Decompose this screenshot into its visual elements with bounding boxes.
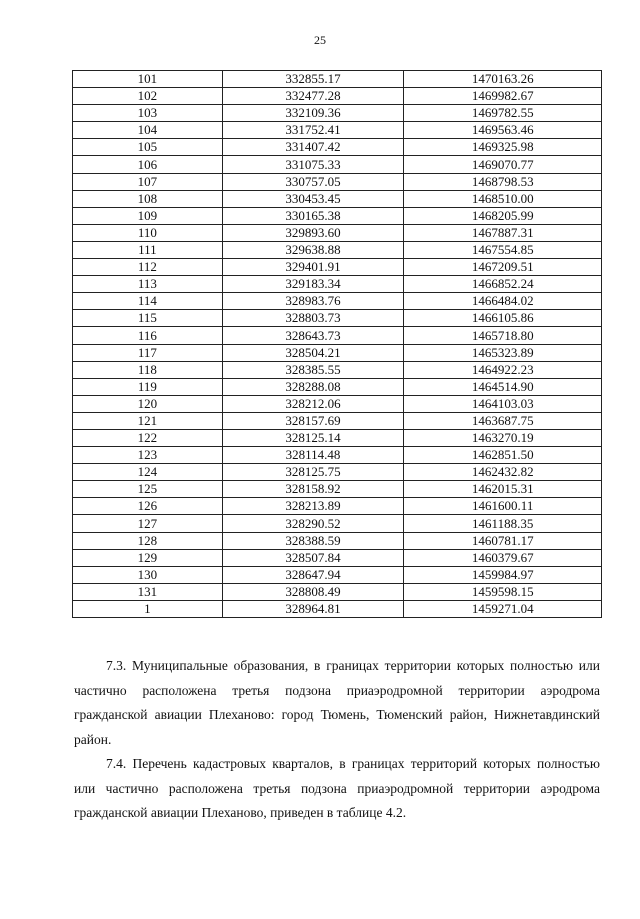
x-coordinate-cell: 328808.49 [222,583,404,600]
y-coordinate-cell: 1464922.23 [404,361,602,378]
table-row [73,412,602,429]
x-coordinate-cell: 328125.14 [222,429,404,446]
y-coordinate-cell: 1461600.11 [404,498,602,515]
y-coordinate-cell: 1469982.67 [404,88,602,105]
point-number-cell: 110 [73,224,223,241]
point-number-cell: 124 [73,464,223,481]
x-coordinate-cell: 332109.36 [222,105,404,122]
x-coordinate-cell: 330453.45 [222,190,404,207]
table-row [73,190,602,207]
table-row [73,327,602,344]
y-coordinate-cell: 1459984.97 [404,566,602,583]
point-number-cell: 105 [73,139,223,156]
point-number-cell: 113 [73,276,223,293]
x-coordinate-cell: 332477.28 [222,88,404,105]
point-number-cell: 111 [73,241,223,258]
point-number-cell: 127 [73,515,223,532]
point-number-cell: 102 [73,88,223,105]
x-coordinate-cell: 329893.60 [222,224,404,241]
point-number-cell: 128 [73,532,223,549]
table-row [73,207,602,224]
table-row [73,395,602,412]
y-coordinate-cell: 1463687.75 [404,412,602,429]
x-coordinate-cell: 328288.08 [222,378,404,395]
x-coordinate-cell: 328643.73 [222,327,404,344]
y-coordinate-cell: 1461188.35 [404,515,602,532]
point-number-cell: 1 [73,600,223,617]
table-row [73,498,602,515]
page-number: 25 [314,33,326,47]
y-coordinate-cell: 1467887.31 [404,224,602,241]
x-coordinate-cell: 329401.91 [222,259,404,276]
y-coordinate-cell: 1469782.55 [404,105,602,122]
x-coordinate-cell: 331075.33 [222,156,404,173]
y-coordinate-cell: 1467554.85 [404,241,602,258]
table-row [73,293,602,310]
table-row [73,139,602,156]
x-coordinate-cell: 328983.76 [222,293,404,310]
table-row [73,464,602,481]
y-coordinate-cell: 1462015.31 [404,481,602,498]
y-coordinate-cell: 1460781.17 [404,532,602,549]
x-coordinate-cell: 328212.06 [222,395,404,412]
point-number-cell: 120 [73,395,223,412]
x-coordinate-cell: 330757.05 [222,173,404,190]
table-row [73,344,602,361]
table-row [73,361,602,378]
point-number-cell: 104 [73,122,223,139]
point-number-cell: 130 [73,566,223,583]
x-coordinate-cell: 328157.69 [222,412,404,429]
y-coordinate-cell: 1464514.90 [404,378,602,395]
y-coordinate-cell: 1469325.98 [404,139,602,156]
point-number-cell: 119 [73,378,223,395]
y-coordinate-cell: 1460379.67 [404,549,602,566]
x-coordinate-cell: 328803.73 [222,310,404,327]
table-row [73,583,602,600]
point-number-cell: 125 [73,481,223,498]
body-text [74,654,600,826]
point-number-cell: 106 [73,156,223,173]
table-row [73,481,602,498]
point-number-cell: 109 [73,207,223,224]
x-coordinate-cell: 329638.88 [222,241,404,258]
point-number-cell: 101 [73,71,223,88]
x-coordinate-cell: 328290.52 [222,515,404,532]
x-coordinate-cell: 328125.75 [222,464,404,481]
table-row [73,224,602,241]
table-row [73,310,602,327]
table-row [73,156,602,173]
x-coordinate-cell: 332855.17 [222,71,404,88]
table-row [73,447,602,464]
table-row [73,122,602,139]
y-coordinate-cell: 1465323.89 [404,344,602,361]
point-number-cell: 112 [73,259,223,276]
table-row [73,549,602,566]
y-coordinate-cell: 1466484.02 [404,293,602,310]
paragraph-7-3: 7.3. Муниципальные образования, в границах территории которых полностью или частично расположена третья подзона приаэродромной территории аэродрома гражданской авиации Плеханово: город Тюмень, Тюменский район, Нижнетавдинский район. [74,658,600,747]
y-coordinate-cell: 1462432.82 [404,464,602,481]
y-coordinate-cell: 1465718.80 [404,327,602,344]
y-coordinate-cell: 1468798.53 [404,173,602,190]
y-coordinate-cell: 1463270.19 [404,429,602,446]
table-row [73,105,602,122]
x-coordinate-cell: 328114.48 [222,447,404,464]
x-coordinate-cell: 328504.21 [222,344,404,361]
point-number-cell: 126 [73,498,223,515]
table-row [73,259,602,276]
x-coordinate-cell: 330165.38 [222,207,404,224]
point-number-cell: 115 [73,310,223,327]
table-row [73,241,602,258]
point-number-cell: 122 [73,429,223,446]
y-coordinate-cell: 1466105.86 [404,310,602,327]
y-coordinate-cell: 1459271.04 [404,600,602,617]
point-number-cell: 116 [73,327,223,344]
paragraph-7-4: 7.4. Перечень кадастровых кварталов, в границах территорий которых полностью или частично расположена третья подзона приаэродромной территории аэродрома гражданской авиации Плеханово, приведен в таблице 4.2. [74,756,600,820]
point-number-cell: 118 [73,361,223,378]
table-row [73,515,602,532]
table-row [73,429,602,446]
x-coordinate-cell: 329183.34 [222,276,404,293]
point-number-cell: 123 [73,447,223,464]
y-coordinate-cell: 1469070.77 [404,156,602,173]
point-number-cell: 117 [73,344,223,361]
x-coordinate-cell: 328388.59 [222,532,404,549]
point-number-cell: 103 [73,105,223,122]
coordinates-table-body [73,71,602,618]
coordinates-table [72,70,602,618]
point-number-cell: 114 [73,293,223,310]
x-coordinate-cell: 328507.84 [222,549,404,566]
point-number-cell: 107 [73,173,223,190]
x-coordinate-cell: 328964.81 [222,600,404,617]
y-coordinate-cell: 1470163.26 [404,71,602,88]
table-row [73,378,602,395]
table-row [73,71,602,88]
x-coordinate-cell: 328213.89 [222,498,404,515]
x-coordinate-cell: 331752.41 [222,122,404,139]
point-number-cell: 131 [73,583,223,600]
point-number-cell: 121 [73,412,223,429]
table-row [73,88,602,105]
x-coordinate-cell: 328158.92 [222,481,404,498]
table-row [73,276,602,293]
table-row [73,173,602,190]
table-row [73,600,602,617]
y-coordinate-cell: 1468205.99 [404,207,602,224]
y-coordinate-cell: 1469563.46 [404,122,602,139]
x-coordinate-cell: 331407.42 [222,139,404,156]
x-coordinate-cell: 328647.94 [222,566,404,583]
table-row [73,566,602,583]
point-number-cell: 108 [73,190,223,207]
x-coordinate-cell: 328385.55 [222,361,404,378]
y-coordinate-cell: 1467209.51 [404,259,602,276]
y-coordinate-cell: 1466852.24 [404,276,602,293]
y-coordinate-cell: 1462851.50 [404,447,602,464]
y-coordinate-cell: 1459598.15 [404,583,602,600]
point-number-cell: 129 [73,549,223,566]
table-row [73,532,602,549]
y-coordinate-cell: 1468510.00 [404,190,602,207]
y-coordinate-cell: 1464103.03 [404,395,602,412]
